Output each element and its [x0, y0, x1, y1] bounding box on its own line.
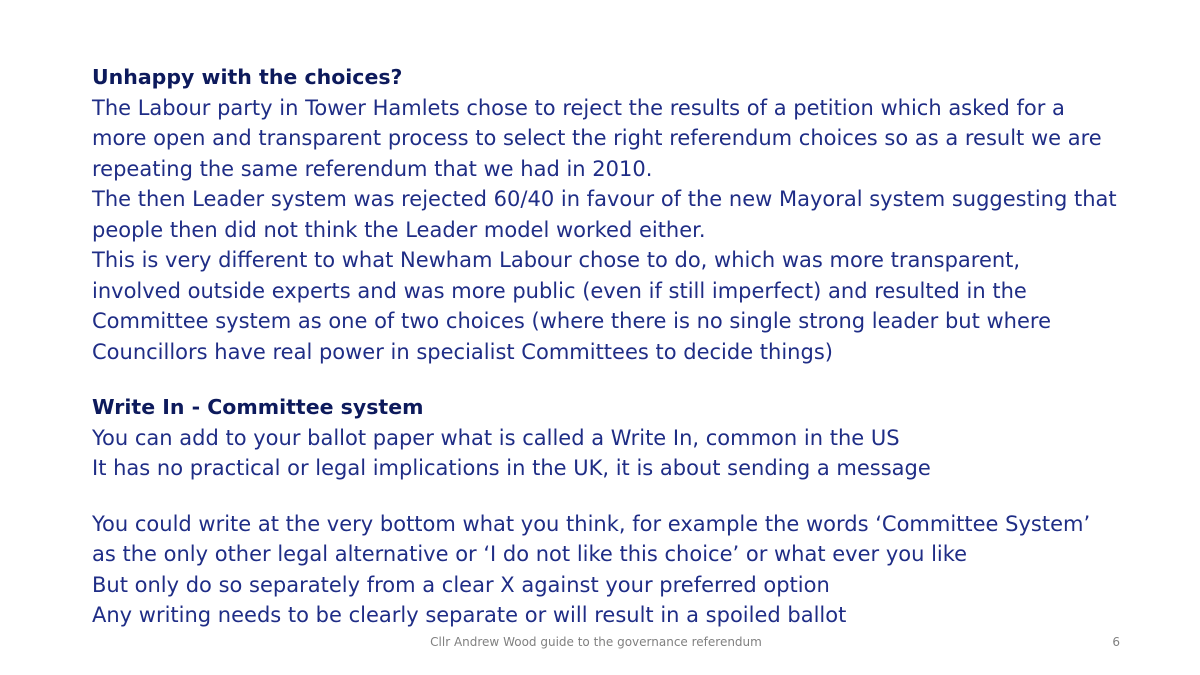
paragraph-line: You could write at the very bottom what you think, for example the words ‘Committee System’: [92, 511, 1091, 536]
paragraph-line: more open and transparent process to select the right referendum choices so as a result we are: [92, 126, 1102, 150]
paragraph-line: people then did not think the Leader model worked either.: [92, 217, 706, 242]
paragraph-line: repeating the same referendum that we had in 2010.: [92, 156, 653, 181]
spacer: [92, 367, 1182, 392]
slide-footer: [0, 635, 1200, 655]
paragraph-line: The then Leader system was rejected 60/40 in favour of the new Mayoral system suggesting that: [92, 187, 1117, 211]
paragraph-line: as the only other legal alternative or ‘I do not like this choice’ or what ever you like: [92, 542, 968, 566]
slide-body: [92, 62, 1182, 631]
paragraph-line: But only do so separately from a clear X against your preferred option: [92, 572, 830, 597]
footer-caption: Cllr Andrew Wood guide to the governance referendum: [430, 635, 762, 649]
paragraph-line: The Labour party in Tower Hamlets chose to reject the results of a petition which asked for a: [92, 95, 1065, 120]
paragraph-line: Councillors have real power in specialist Committees to decide things): [92, 339, 833, 364]
paragraph-line: Committee system as one of two choices (where there is no single strong leader but where: [92, 309, 1052, 333]
heading-unhappy-with-choices: Unhappy with the choices?: [92, 65, 403, 89]
spacer: [92, 484, 1182, 509]
paragraph-line: You can add to your ballot paper what is called a Write In, common in the US: [92, 425, 900, 450]
heading-write-in-committee-system: Write In - Committee system: [92, 395, 424, 419]
paragraph-line: This is very different to what Newham Labour chose to do, which was more transparent,: [92, 248, 1021, 272]
paragraph-line: Any writing needs to be clearly separate or will result in a spoiled ballot: [92, 603, 847, 627]
page-number: 6: [1112, 635, 1120, 649]
paragraph-line: involved outside experts and was more public (even if still imperfect) and resulted in the: [92, 278, 1027, 303]
paragraph-line: It has no practical or legal implications in the UK, it is about sending a message: [92, 456, 931, 480]
